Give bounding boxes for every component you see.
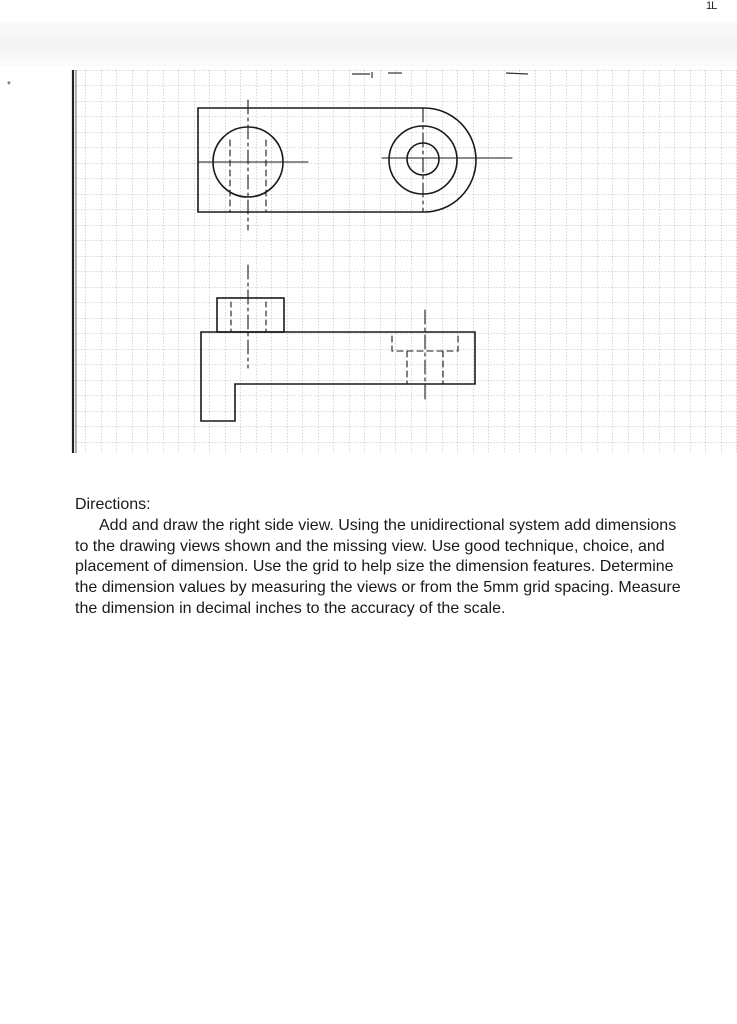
grid-drawing — [70, 70, 737, 453]
directions-block — [75, 495, 687, 620]
grid-background — [73, 70, 737, 453]
page-number: 1L — [706, 0, 717, 12]
scan-band — [0, 22, 737, 66]
directions-body: Add and draw the right side view. Using the unidirectional system add dimensions to the drawing views shown and the missing view. Use good technique, choice, and placement of dimension. Use the grid to help size the dimension features. Determine the dimension values by measuring the views or from the 5mm grid spacing. Measure the dimension in decimal inches to the accuracy of the scale. — [75, 516, 681, 617]
directions-heading: Directions: — [75, 496, 151, 513]
margin-mark: * — [7, 80, 11, 91]
